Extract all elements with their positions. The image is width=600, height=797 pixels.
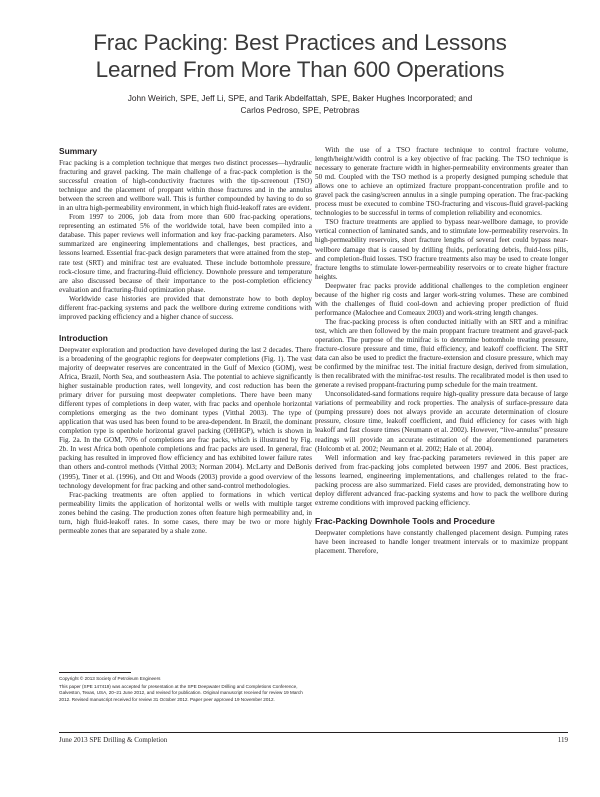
footnote-copyright: Copyright © 2013 Society of Petroleum Engineers <box>59 676 161 681</box>
title-line-2: Learned From More Than 600 Operations <box>95 56 505 82</box>
summary-paragraph-3: Worldwide case histories are provided that demonstrate how to both deploy different frac-packing systems and pack the wellbore during extreme conditions with improved packing efficiency and a higher chance of success. <box>59 294 312 321</box>
right-column <box>315 146 568 556</box>
paper-title <box>0 30 600 83</box>
summary-paragraph-2: From 1997 to 2006, job data from more than 600 frac-packing operations, representing an estimated 5% of the worldwide total, have been compiled into a database. This paper reviews well information and key frac-packing parameters. Also summarized are engineering implementations and challenges, best practices, and lessons learned. Essential frac-pack design parameters that were attained from the step-rate test (SRT) and minifrac test are evaluated. These include bottomhole pressure, rock-closure time, and fracturing-fluid efficiency. Downhole pressure and temperature are also discussed because of their importance to the post-completion efficiency evaluation and fracturing-fluid optimization phase. <box>59 213 312 294</box>
journal-footer: June 2013 SPE Drilling & Completion <box>59 736 168 744</box>
page-number: 119 <box>557 736 568 744</box>
left-column <box>59 146 312 536</box>
introduction-heading: Introduction <box>59 332 108 343</box>
introduction-paragraph-1: Deepwater exploration and production have developed during the last 2 decades. There is a broadening of the geographic regions for deepwater completions (Fig. 1). The vast majority of deepwater reserves are concentrated in the Gulf of Mexico (GOM), west Africa, Brazil, North Sea, and southeastern Asia. The potential to achieve significantly higher sustainable production rates, well longevity, and cost reduction has been the primary driver for pursuing most deepwater completions. There have been many different types of completions in deep water, with frac packs and openhole horizontal completions emerging as the two dominant types (Vitthal 2003). The type of application that was used has been found to be area-dependent. In Brazil, the dominant completion type is openhole horizontal gravel packing (OHHGP), which is shown in Fig. 2a. In the GOM, 70% of completions are frac packs, which is illustrated by Fig. 2b. In west Africa both openhole completions and frac packs are used. In general, frac packing has resulted in improved flow efficiency and has exhibited lower failure rates than others and-control methods (Vitthal 2003; Norman 2004). McLarty and DeBonis (1995), Tiner et al. (1996), and Ott and Woods (2003) provide a good overview of the technology development for frac packing and other sand-control methodologies. <box>59 345 312 490</box>
footnote-text: This paper (SPE 147419) was accepted for presentation at the SPE Deepwater Drilling and Completions Conference, Galveston, Texas, USA, 20–21 June 2012, and revised for publication. Original manuscript received for review 19 March 2012. Revised manuscript received for review 31 October 2012. Paper peer approved 19 November 2012. <box>59 684 303 702</box>
summary-heading: Summary <box>59 146 98 156</box>
right-paragraph-4: The frac-packing process is often conducted initially with an SRT and a minifrac test, which are then followed by the main proppant fracture treatment and gravel-pack operation. The purpose of the minifrac is to determine bottomhole treating pressure, fracture-closure pressure and time, fluid efficiency, and leakoff coefficient. The SRT data can also be used to predict the fracture-extension and closure pressure, which may be confirmed by the minifrac test. The initial fracture design, derived from simulation, is then recalibrated with the minifrac-test results. The recalibrated model is then used to generate a revised proppant-fracturing pump schedule for the main treatment. <box>315 317 568 390</box>
footer-divider <box>59 732 568 733</box>
authors-line-2: Carlos Pedroso, SPE, Petrobras <box>240 105 360 115</box>
title-line-1: Frac Packing: Best Practices and Lessons <box>93 30 507 55</box>
footnote <box>59 676 312 705</box>
right-paragraph-3: Deepwater frac packs provide additional challenges to the completion engineer because of the higher rig costs and larger work-string volumes. These are combined with the challenges of fluid cool-down and achieving proper prediction of fluid performance (Malochee and Comeaux 2003) and work-string length changes. <box>315 281 568 317</box>
summary-paragraph-1: Frac packing is a completion technique that merges two distinct processes—hydraulic fracturing and gravel packing. The main challenge of a frac-pack completion is the successful creation of high-conductivity fractures with the tip-screenout (TSO) technique and the placement of proppant within those fractures and in the annulus between the screen and wellbore wall. This is further compounded by having to do so in an ultra high-permeability environment, in which high fluid-leakoff rates are evident. <box>59 159 312 213</box>
right-paragraph-1: With the use of a TSO fracture technique to control fracture volume, length/height/width control is a key objective of frac packing. The TSO technique is necessary to generate fracture width in higher-permeability environments greater than 50 md. Coupled with the TSO method is a properly designed pumping schedule that allows one to achieve an optimized fracture proppant-concentration profile and to gravel pack the casing/screen annulus in a single pumping operation. The frac-packing process must be executed to combine TSO-fracturing and viscous-fluid gravel-packing technologies to be successful in terms of completion reliability and economics. <box>315 146 568 218</box>
introduction-paragraph-2: Frac-packing treatments are often applied to formations in which vertical permeability limits the application of horizontal wells or wells with multiple target zones behind the casing. The production zones often feature high permeability and, in turn, high fluid-leakoff rates. In some cases, there may be two or more highly permeable zones that are separated by a shale zone. <box>59 490 312 535</box>
author-block <box>40 92 560 116</box>
right-paragraph-2: TSO fracture treatments are applied to bypass near-wellbore damage, to provide vertical connection of laminated sands, and to stimulate low-permeability reservoirs. In high-permeability reservoirs, short fracture lengths of several feet could bypass near-wellbore damage that is caused by drilling fluids, perforating debris, fluid-loss pills, and completion-fluid losses. TSO fracture treatments also may be used to create longer fracture lengths to stimulate lower-permeability reservoirs or to create higher fracture heights. <box>315 218 568 281</box>
downhole-heading: Frac-Packing Downhole Tools and Procedure <box>315 515 495 526</box>
authors-line-1: John Weirich, SPE, Jeff Li, SPE, and Tarik Abdelfattah, SPE, Baker Hughes Incorporated; and <box>127 93 473 103</box>
downhole-paragraph-1: Deepwater completions have constantly challenged placement design. Pumping rates have been increased to handle longer treatment intervals or to maximize proppant placement. Therefore, <box>315 528 568 555</box>
right-paragraph-5: Unconsolidated-sand formations require high-quality pressure data because of large variations of permeability and rock properties. The analysis of surface-pressure data (pumping pressure) does not always provide an accurate determination of closure pressure, closure time, leakoff coefficient, and fluid efficiency for cases with high leakoff and fast closure times (Neumann et al. 2002). However, “live-annulus” pressure readings will provide an accurate estimation of the aforementioned parameters (Holcomb et al. 2002; Neumann et al. 2002; Hale et al. 2004). <box>315 390 568 453</box>
right-paragraph-6: Well information and key frac-packing parameters reviewed in this paper are derived from frac-packing jobs completed between 1997 and 2006. Best practices, lessons learned, engineering implementations, and challenges related to the frac-packing process are also summarized. Field cases are provided, demonstrating how to deploy different advanced frac-packing systems and how to pack the wellbore during extreme conditions with improved packing efficiency. <box>315 453 568 507</box>
footnote-divider <box>59 672 131 673</box>
